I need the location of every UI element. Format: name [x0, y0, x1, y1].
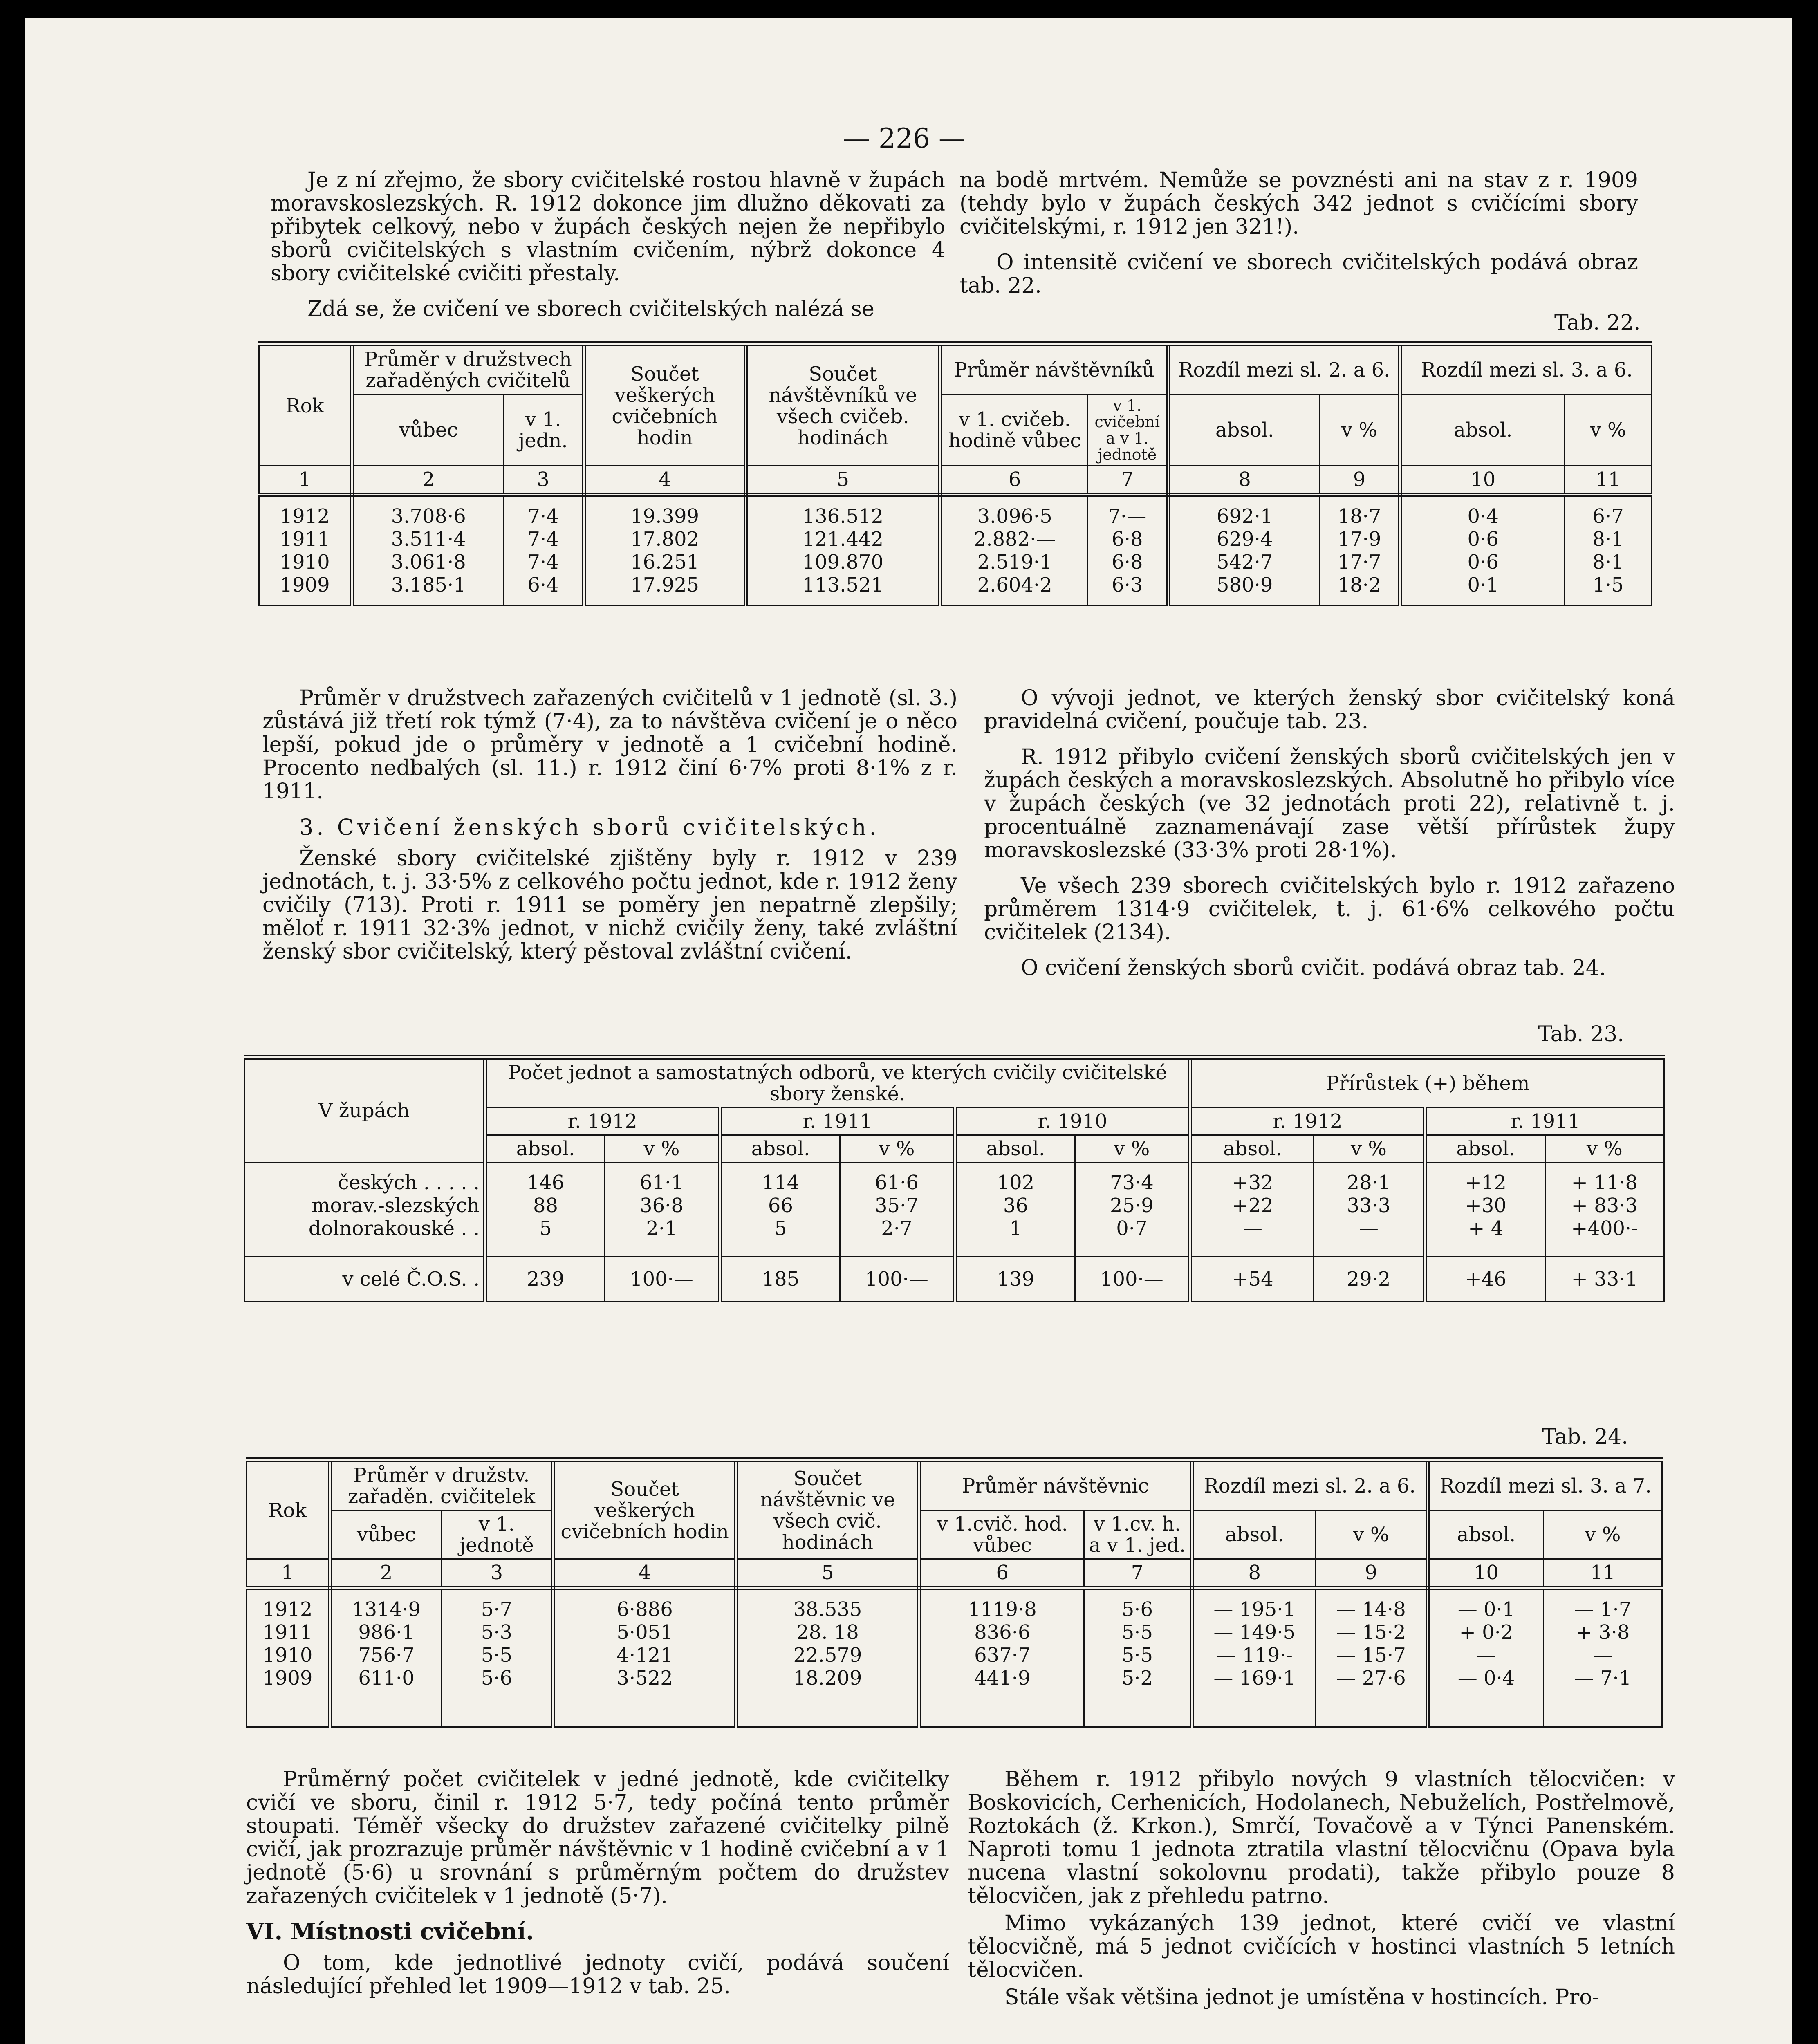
cell-v1-cviceb: 3.096·5 2.882·— 2.519·1 2.604·2 [940, 495, 1088, 605]
paragraph: O intensitě cvičení ve sborech cvičitelských podává obraz tab. 22. [959, 250, 1638, 298]
header-v1-jednote: v 1. jednotě [442, 1511, 553, 1559]
cell-v-pct: — 1·7 + 3·8 — — 7·1 [1543, 1588, 1662, 1727]
cell-v-pct: 18·7 17·9 17·7 18·2 [1320, 495, 1400, 605]
header-absol: absol. [1425, 1135, 1545, 1163]
paragraph: Ve všech 239 sborech cvičitelských bylo r. 1912 zařazeno průměrem 1314·9 cvičitelek, t. j. 61·6% celkového počtu cvičitelek (2134). [984, 874, 1675, 945]
column-right-bottom [968, 1768, 1675, 2022]
cell-total: +54 [1190, 1257, 1314, 1302]
header-v-pct: v % [605, 1135, 720, 1163]
column-number: 4 [584, 466, 746, 495]
cell-rok: 1912 1911 1910 1909 [259, 495, 352, 605]
header-prumer-navstevnic: Průměr návštěvnic [919, 1460, 1192, 1511]
header-rozdil-3-7: Rozdíl mezi sl. 3. a 7. [1428, 1460, 1662, 1511]
paragraph: O tom, kde jednotlivé jednoty cvičí, podává součení následující přehled let 1909—1912 v tab. 25. [246, 1951, 949, 1999]
cell-absol: 692·1 629·4 542·7 580·9 [1168, 495, 1320, 605]
paragraph: O cvičení ženských sborů cvičit. podává obraz tab. 24. [1021, 956, 1606, 980]
header-year: r. 1912 [485, 1108, 720, 1135]
column-number: 5 [736, 1559, 919, 1588]
header-absol: absol. [955, 1135, 1075, 1163]
header-year: r. 1911 [720, 1108, 955, 1135]
header-rok: Rok [259, 344, 352, 466]
cell-v-pct: 73·4 25·9 0·7 [1075, 1163, 1190, 1257]
column-number: 11 [1565, 466, 1652, 495]
column-number: 10 [1400, 466, 1564, 495]
header-vubec: vůbec [352, 394, 504, 466]
header-year: r. 1910 [955, 1108, 1190, 1135]
column-number: 10 [1428, 1559, 1543, 1588]
paragraph: O vývoji jednot, ve kterých ženský sbor cvičitelský koná pravidelná cvičení, poučuje tab. 23. [984, 686, 1675, 734]
header-rozdil-3-6: Rozdíl mezi sl. 3. a 6. [1400, 344, 1652, 394]
cell-absol: 146 88 5 [485, 1163, 605, 1257]
cell-soucet-navstevniku: 136.512 121.442 109.870 113.521 [746, 495, 941, 605]
header-rozdil-2-6: Rozdíl mezi sl. 2. a 6. [1168, 344, 1401, 394]
cell-v-pct: + 11·8 + 83·3 +400·- [1545, 1163, 1664, 1257]
header-v-pct: v % [1316, 1511, 1428, 1559]
cell-v-pct: — 14·8 — 15·2 — 15·7 — 27·6 [1316, 1588, 1428, 1727]
cell-v1-jedn: 7·4 7·4 7·4 6·4 [504, 495, 584, 605]
column-number: 1 [259, 466, 352, 495]
cell-absol: 114 66 5 [720, 1163, 840, 1257]
column-number: 6 [919, 1559, 1084, 1588]
cell-vubec: 1314·9 986·1 756·7 611·0 [330, 1588, 442, 1727]
paragraph: Během r. 1912 přibylo nových 9 vlastních tělocvičen: v Boskovicích, Cerhenicích, Hodolanech, Nebuželích, Postřelmově, Roztokách (ž. Krkon.), Smrčí, Tovačově a v Týnci Panenském. Naproti tomu 1 jednota ztratila vlastní tělocvičnu (Opava byla nucena vlastní sokolovnu prodati), takže přibylo pouze 8 tělocvičen, jak z přehledu patrno. [968, 1767, 1675, 1908]
header-absol: absol. [1192, 1511, 1316, 1559]
table-label: Tab. 23. [1538, 1022, 1624, 1047]
cell-soucet-hodin: 6·886 5·051 4·121 3·522 [553, 1588, 736, 1727]
header-v-pct: v % [1545, 1135, 1664, 1163]
header-pocet-jednot: Počet jednot a samostatných odborů, ve kterých cvičily cvičitelské sbory ženské. [485, 1057, 1190, 1108]
section-heading: 3. Cvičení ženských sborů cvičitelských. [299, 814, 880, 840]
column-number: 8 [1192, 1559, 1316, 1588]
header-rozdil-2-6: Rozdíl mezi sl. 2. a 6. [1192, 1460, 1428, 1511]
column-number: 7 [1084, 1559, 1192, 1588]
cell-total-label: v celé Č.O.S. . [245, 1257, 485, 1302]
cell-absol: 0·4 0·6 0·6 0·1 [1400, 495, 1564, 605]
header-v1-cv-h-jed: v 1.cv. h. a v 1. jed. [1084, 1511, 1192, 1559]
cell-total: 185 [720, 1257, 840, 1302]
paragraph: na bodě mrtvém. Nemůže se povznésti ani na stav z r. 1909 (tehdy bylo v župách českých 342 jednot s cvičícími sbory cvičitelskými, r. 1912 jen 321!). [959, 168, 1638, 239]
table-label: Tab. 24. [1542, 1425, 1628, 1449]
paragraph: Mimo vykázaných 139 jednot, které cvičí ve vlastní tělocvičně, má 5 jednot cvičících v hostinci vlastních 5 letních tělocvičen. [968, 1911, 1675, 1982]
header-prumer-druzstvech: Průměr v družstvech zařaděných cvičitelů [352, 344, 584, 394]
cell-absol: +32 +22 — [1190, 1163, 1314, 1257]
column-right-mid [984, 687, 1675, 992]
header-v-zupach: V župách [245, 1057, 485, 1163]
paragraph: Ženské sbory cvičitelské zjištěny byly r. 1912 v 239 jednotách, t. j. 33·5% z celkového počtu jednot, kde r. 1912 ženy cvičily (713). Proti r. 1911 se poměry jen nepatrně zlepšily; měloť r. 1911 32·3% jednot, v nichž cvičily ženy, také zvláštní ženský sbor cvičitelský, který pěstoval zvláštní cvičení. [262, 846, 957, 964]
column-number: 5 [746, 466, 941, 495]
paragraph: Stále však většina jednot je umístěna v hostincích. Pro- [1004, 1985, 1600, 2010]
header-v1-cvic-hod: v 1.cvič. hod. vůbec [919, 1511, 1084, 1559]
header-v-pct: v % [1075, 1135, 1190, 1163]
column-left-top [271, 169, 945, 321]
header-v-pct: v % [1543, 1511, 1662, 1559]
column-left-mid [262, 687, 957, 976]
page-number: — 226 — [843, 123, 966, 154]
header-absol: absol. [720, 1135, 840, 1163]
cell-v1-cvic-hod: 1119·8 836·6 637·7 441·9 [919, 1588, 1084, 1727]
cell-absol: 102 36 1 [955, 1163, 1075, 1257]
header-rok: Rok [247, 1460, 330, 1559]
header-soucet-navstevnic: Součet návštěvnic ve všech cvič. hodinách [736, 1460, 919, 1559]
paragraph: R. 1912 přibylo cvičení ženských sborů cvičitelských jen v župách českých a moravskoslezských. Absolutně ho přibylo více v župách českých (ve 32 jednotách proti 22), relativně t. j. procentuálně zaznamenávají zase větší přírůstek župy moravskoslezské (33·3% proti 28·1%). [984, 745, 1675, 863]
column-number: 3 [442, 1559, 553, 1588]
paragraph: Je z ní zřejmo, že sbory cvičitelské rostou hlavně v župách moravskoslezských. R. 1912 dokonce jim dlužno děkovati za přibytek celkový, nebo v župách českých nejen že nepřibylo sborů cvičitelských s vlastním cvičením, nýbrž dokonce 4 sbory cvičitelské cvičiti přestaly. [271, 168, 945, 286]
header-year: r. 1912 [1190, 1108, 1425, 1135]
column-number: 9 [1320, 466, 1400, 495]
header-v-pct: v % [840, 1135, 955, 1163]
header-vubec: vůbec [330, 1511, 442, 1559]
cell-absol: — 0·1 + 0·2 — — 0·4 [1428, 1588, 1543, 1727]
paragraph: Průměr v družstvech zařazených cvičitelů v 1 jednotě (sl. 3.) zůstává již třetí rok týmž (7·4), za to návštěva cvičení je o něco lepší, pokud jde o průměry v jednotě a 1 cvičební hodině. Procento nedbalých (sl. 11.) r. 1912 činí 6·7% proti 8·1% z r. 1911. [262, 686, 957, 804]
cell-total: 239 [485, 1257, 605, 1302]
column-number: 2 [330, 1559, 442, 1588]
header-prirustek: Přírůstek (+) během [1190, 1057, 1664, 1108]
column-number: 11 [1543, 1559, 1662, 1588]
cell-v1-cvicebni-jednote: 7·— 6·8 6·8 6·3 [1088, 495, 1168, 605]
cell-v1-jednote: 5·7 5·3 5·5 5·6 [442, 1588, 553, 1727]
cell-v-pct: 61·6 35·7 2·7 [840, 1163, 955, 1257]
header-v1-cvicebni-jednote: v 1. cvičební a v 1. jednotě [1088, 394, 1168, 466]
header-absol: absol. [1428, 1511, 1543, 1559]
header-prumer-navstevniku: Průměr návštěvníků [940, 344, 1168, 394]
header-soucet-navstevniku: Součet návštěvníků ve všech cvičeb. hodinách [746, 344, 941, 466]
page-sheet [25, 18, 1792, 2044]
column-number: 8 [1168, 466, 1320, 495]
header-v1-jedn: v 1. jedn. [504, 394, 584, 466]
cell-soucet-hodin: 19.399 17.802 16.251 17.925 [584, 495, 746, 605]
cell-soucet-navstevnic: 38.535 28. 18 22.579 18.209 [736, 1588, 919, 1727]
cell-total: +46 [1425, 1257, 1545, 1302]
cell-total: 29·2 [1314, 1257, 1425, 1302]
cell-rok: 1912 1911 1910 1909 [247, 1588, 330, 1727]
paragraph: Zdá se, že cvičení ve sborech cvičitelských nalézá se [307, 297, 874, 321]
column-left-bottom [246, 1768, 949, 2010]
cell-absol: +12 +30 + 4 [1425, 1163, 1545, 1257]
header-soucet-hodin: Součet veškerých cvičebních hodin [584, 344, 746, 466]
header-v-pct: v % [1314, 1135, 1425, 1163]
column-right-top [959, 169, 1638, 310]
cell-zupy: českých . . . . . morav.-slezských dolnorakouské . . [245, 1163, 485, 1257]
column-number: 3 [504, 466, 584, 495]
column-number: 9 [1316, 1559, 1428, 1588]
header-v-pct: v % [1320, 394, 1400, 466]
cell-total: 100·— [1075, 1257, 1190, 1302]
header-absol: absol. [1168, 394, 1320, 466]
cell-v-pct: 6·7 8·1 8·1 1·5 [1565, 495, 1652, 605]
paragraph: Průměrný počet cvičitelek v jedné jednotě, kde cvičitelky cvičí ve sboru, činil r. 1912 5·7, tedy počíná tento průměr stoupati. Téměř všecky do družstev zařazené cvičitelky pilně cvičí, jak prozrazuje průměr návštěvnic v 1 hodině cvičební a v 1 jednotě (5·6) u srovnání s průměrným počtem do družstev zařazených cvičitelek v 1 jednotě (5·7). [246, 1767, 949, 1908]
header-year: r. 1911 [1425, 1108, 1664, 1135]
cell-absol: — 195·1 — 149·5 — 119·- — 169·1 [1192, 1588, 1316, 1727]
table-23 [244, 1055, 1665, 1302]
table-22 [258, 341, 1652, 606]
cell-v-pct: 61·1 36·8 2·1 [605, 1163, 720, 1257]
cell-total: 100·— [605, 1257, 720, 1302]
table-24 [246, 1457, 1663, 1728]
column-number: 4 [553, 1559, 736, 1588]
column-number: 1 [247, 1559, 330, 1588]
cell-vubec: 3.708·6 3.511·4 3.061·8 3.185·1 [352, 495, 504, 605]
header-absol: absol. [1400, 394, 1564, 466]
header-absol: absol. [1190, 1135, 1314, 1163]
header-v-pct: v % [1565, 394, 1652, 466]
column-number: 2 [352, 466, 504, 495]
header-soucet-hodin: Součet veškerých cvičebních hodin [553, 1460, 736, 1559]
column-number: 6 [940, 466, 1088, 495]
header-v1-cviceb: v 1. cvičeb. hodině vůbec [940, 394, 1088, 466]
header-prumer-druzstvech: Průměr v družstv. zařaděn. cvičitelek [330, 1460, 554, 1511]
column-number: 7 [1088, 466, 1168, 495]
section-heading: VI. Místnosti cvičební. [246, 1918, 534, 1945]
cell-total: 100·— [840, 1257, 955, 1302]
cell-total: 139 [955, 1257, 1075, 1302]
header-absol: absol. [485, 1135, 605, 1163]
cell-v1-cv-h-jed: 5·6 5·5 5·5 5·2 [1084, 1588, 1192, 1727]
cell-v-pct: 28·1 33·3 — [1314, 1163, 1425, 1257]
table-label: Tab. 22. [1554, 311, 1641, 335]
cell-total: + 33·1 [1545, 1257, 1664, 1302]
